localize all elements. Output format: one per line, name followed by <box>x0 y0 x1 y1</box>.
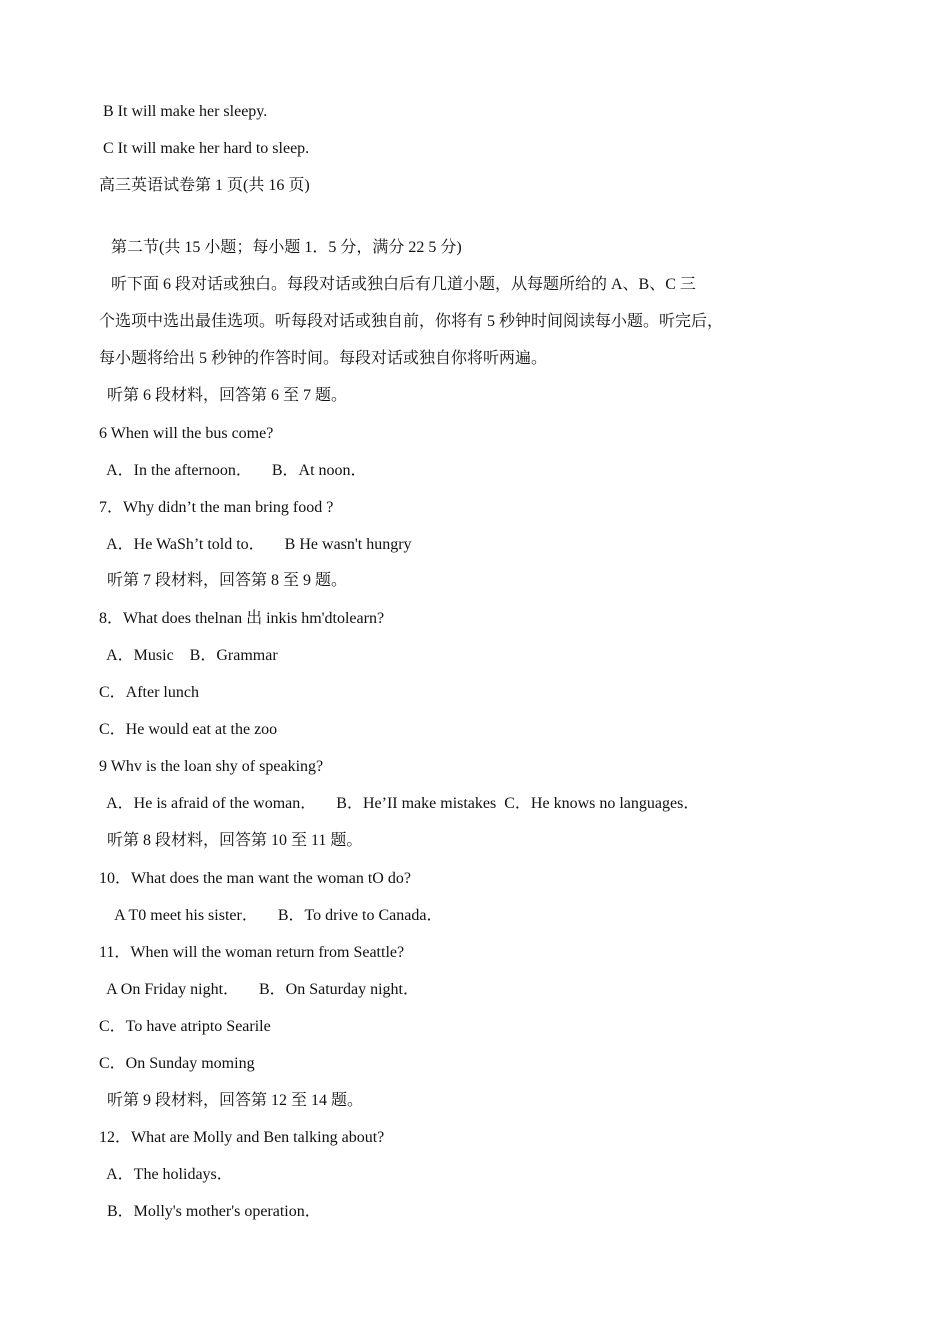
question-line: 7．Why didn’t the man bring food ? <box>99 499 334 516</box>
page-footer: 高三英语试卷第 1 页(共 16 页) <box>99 177 310 194</box>
question-line: 9 Whv is the loan shy of speaking? <box>99 758 324 775</box>
material-heading: 听第 7 段材料，回答第 8 至 9 题。 <box>99 572 348 589</box>
question-line: 6 When will the bus come? <box>99 425 274 442</box>
instruction-line: 每小题将给出 5 秒钟的作答时间。每段对话或独自你将听两遍。 <box>99 350 548 367</box>
option-line: C．After lunch <box>99 684 199 701</box>
question-line: 12．What are Molly and Ben talking about? <box>99 1129 385 1146</box>
option-line: B It will make her sleepy. <box>99 103 268 120</box>
option-line: A．The holidays． <box>99 1166 233 1183</box>
option-line: A On Friday night． B．On Saturday night． <box>99 981 420 998</box>
option-line: B．Molly's mother's operation． <box>99 1203 321 1220</box>
option-line: A．He WaSh’t told to． B He wasn't hungry <box>99 536 412 553</box>
option-line: C．He would eat at the zoo <box>99 721 278 738</box>
question-line: 11．When will the woman return from Seattle? <box>99 944 405 961</box>
option-line: A T0 meet his sister． B．To drive to Canada． <box>99 907 443 924</box>
material-heading: 听第 6 段材料，回答第 6 至 7 题。 <box>99 387 348 404</box>
option-line: C．On Sunday moming <box>99 1055 255 1072</box>
material-heading: 听第 9 段材料，回答第 12 至 14 题。 <box>99 1092 364 1109</box>
option-line: C．To have atripto Searile <box>99 1018 271 1035</box>
option-line: A．He is afraid of the woman． B．He’II make mistakes C．He knows no languages． <box>99 795 700 812</box>
option-line: A．Music B．Grammar <box>99 647 278 664</box>
instruction-line: 听下面 6 段对话或独白。每段对话或独白后有几道小题，从每题所给的 A、B、C 三 <box>99 276 696 293</box>
section-heading: 第二节(共 15 小题；每小题 1．5 分，满分 22 5 分) <box>99 239 462 256</box>
option-line: C It will make her hard to sleep. <box>99 140 310 157</box>
question-line: 10．What does the man want the woman tO do? <box>99 870 411 887</box>
material-heading: 听第 8 段材料，回答第 10 至 11 题。 <box>99 832 363 849</box>
question-line: 8．What does thelnan 出 inkis hm'dtolearn? <box>99 610 385 627</box>
instruction-line: 个选项中选出最佳选项。听每段对话或独自前，你将有 5 秒钟时间阅读每小题。听完后， <box>99 313 724 330</box>
option-line: A．In the afternoon． B．At noon． <box>99 462 367 479</box>
